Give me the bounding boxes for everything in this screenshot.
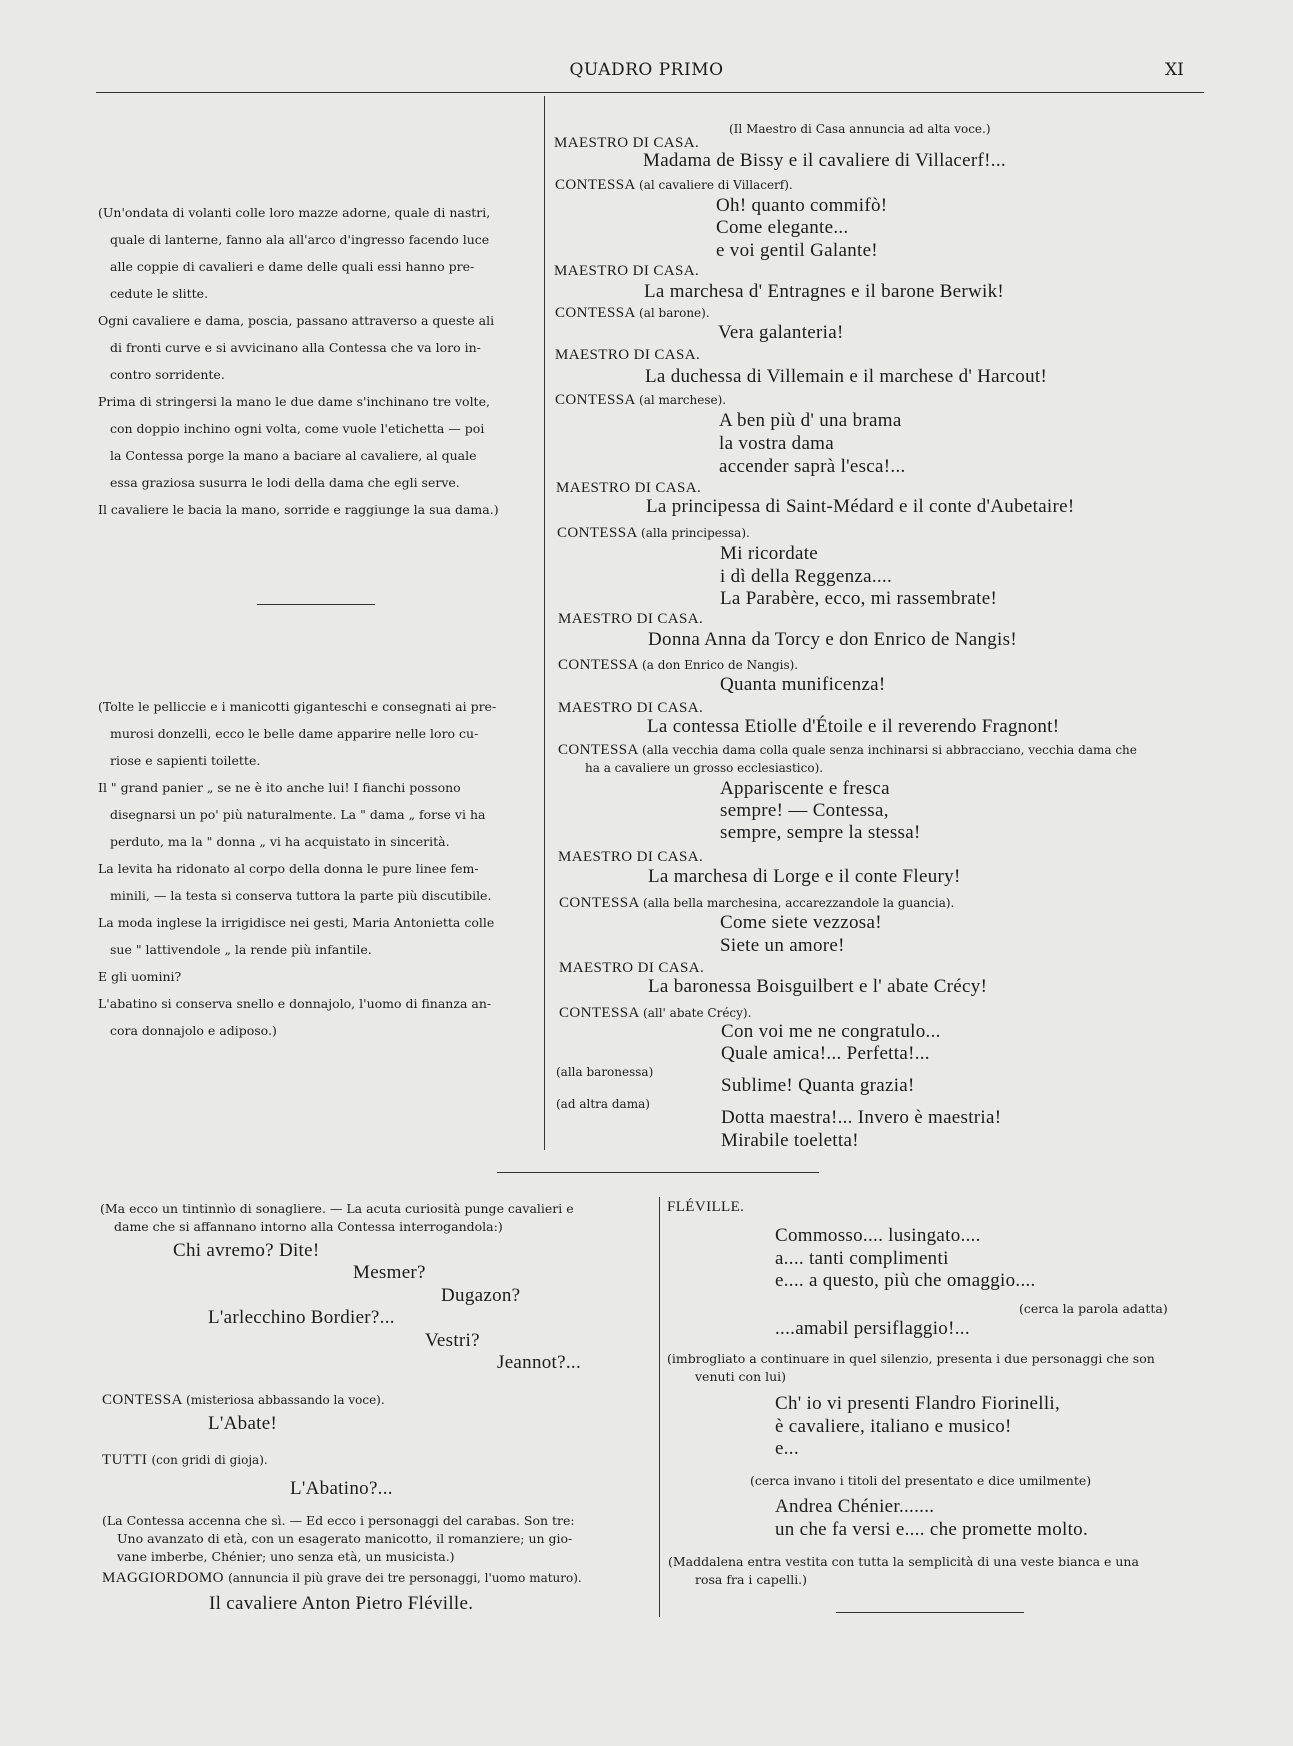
dialogue-line: Ch' io vi presenti Flandro Fiorinelli, [775,1393,1061,1414]
sd-line: L'abatino si conserva snello e donnajolo, l'uomo di finanza an- [98,996,492,1011]
page-header-title: QUADRO PRIMO [569,60,724,80]
speaker-name: CONTESSA [555,305,635,321]
dialogue-line: a.... tanti complimenti [775,1248,949,1269]
speaker-direction: (all' abate Crécy). [643,1006,752,1020]
dialogue-line: La principessa di Saint-Médard e il conte d'Aubetaire! [646,496,1075,517]
speaker-name: CONTESSA [102,1392,182,1408]
speaker-line [555,305,710,322]
dialogue-line: Mi ricordate [720,543,819,564]
sd-line: Ogni cavaliere e dama, poscia, passano attraverso a queste ali [98,313,495,328]
stage-direction-line: (Maddalena entra vestita con tutta la semplicità di una veste bianca e una [668,1554,1139,1569]
sd-line: (Un'ondata di volanti colle loro mazze adorne, quale di nastri, [98,205,491,220]
page-number: XI [1165,60,1184,80]
dialogue-line: La marchesa di Lorge e il conte Fleury! [648,866,961,887]
dialogue-line: sempre! — Contessa, [720,800,889,821]
sd-line: la Contessa porge la mano a baciare al cavaliere, al quale [110,448,477,463]
speaker-line [555,392,726,409]
speaker-name: CONTESSA [558,657,638,673]
dialogue-line: Il cavaliere Anton Pietro Fléville. [209,1593,474,1614]
dialogue-line: ....amabil persiflaggio!... [775,1318,970,1339]
dialogue-line: A ben più d' una brama [719,410,902,431]
dialogue-line: L'arlecchino Bordier?... [208,1307,395,1328]
speaker-line [558,657,798,674]
sd-line: alle coppie di cavalieri e dame delle quali essi hanno pre- [110,259,475,274]
sd-line: riose e sapienti toilette. [110,753,261,768]
stage-direction-line: dame che si affannano intorno alla Contessa interrogandola:) [114,1219,503,1234]
dialogue-line: Vestri? [425,1330,480,1351]
dialogue-line: Chi avremo? Dite! [173,1240,320,1261]
speaker-name: CONTESSA [559,1005,639,1021]
dialogue-line: La baronessa Boisguilbert e l' abate Crécy! [648,976,988,997]
dialogue-line: Madama de Bissy e il cavaliere di Villacerf!... [643,150,1006,171]
stage-direction-line: (cerca invano i titoli del presentato e dice umilmente) [750,1473,1092,1488]
speaker-line [559,895,954,912]
speaker-line [554,263,699,280]
stage-direction-line: venuti con lui) [695,1369,787,1384]
dialogue-line: Jeannot?... [497,1352,582,1373]
speaker-direction: (al barone). [639,306,710,320]
stage-direction-line: Uno avanzato di età, con un esagerato manicotto, il romanziere; un gio- [117,1531,573,1546]
speaker-name: CONTESSA [555,177,635,193]
sd-line: (Tolte le pelliccie e i manicotti giganteschi e consegnati ai pre- [98,699,497,714]
dialogue-line: Appariscente e fresca [720,778,890,799]
column-divider [544,96,545,1150]
speaker-direction: (annuncia il più grave dei tre personaggi, l'uomo maturo). [228,1571,582,1585]
dialogue-line: La contessa Etiolle d'Étoile e il reverendo Fragnont! [647,716,1060,737]
speaker-name: CONTESSA [555,392,635,408]
dialogue-line: Con voi me ne congratulo... [721,1021,941,1042]
header-rule [96,92,1204,93]
speaker-name: TUTTI [102,1452,148,1468]
dialogue-line: Mesmer? [353,1262,426,1283]
speaker-direction: (al cavaliere di Villacerf). [639,178,793,192]
stage-direction-line: vane imberbe, Chénier; uno senza età, un musicista.) [117,1549,455,1564]
dialogue-line: Dugazon? [441,1285,521,1306]
stage-note: (Il Maestro di Casa annuncia ad alta voce.) [729,122,991,136]
dialogue-line: L'Abate! [208,1413,278,1434]
stage-direction-block-2 [98,693,532,1044]
stage-direction-line: (cerca la parola adatta) [1019,1301,1168,1316]
speaker-line [558,611,703,628]
speaker-line [558,700,703,717]
speaker-name: MAESTRO DI CASA. [558,700,704,716]
dialogue-line: Quanta munificenza! [720,674,886,695]
stage-direction-block-1 [98,199,532,523]
sd-line: quale di lanterne, fanno ala all'arco d'ingresso facendo luce [110,232,490,247]
sd-line: con doppio inchino ogni volta, come vuole l'etichetta — poi [110,421,485,436]
speaker-line [102,1452,268,1469]
dialogue-line: La marchesa d' Entragnes e il barone Berwik! [644,281,1005,302]
speaker-line [667,1199,744,1216]
speaker-line [558,849,703,866]
speaker-direction: (al marchese). [639,393,727,407]
speaker-direction: (con gridi di gioja). [151,1453,268,1467]
dialogue-line: sempre, sempre la stessa! [720,822,921,843]
speaker-line [555,347,700,364]
sd-line: Il " grand panier „ se ne è ito anche lui! I fianchi possono [98,780,461,795]
stage-note: (alla baronessa) [556,1065,654,1079]
speaker-line [559,1005,751,1022]
dialogue-line: Mirabile toeletta! [721,1130,859,1151]
speaker-name: CONTESSA [559,895,639,911]
sd-line: Prima di stringersi la mano le due dame s'inchinano tre volte, [98,394,490,409]
sd-line: La levita ha ridonato al corpo della donna le pure linee fem- [98,861,479,876]
dialogue-line: Commosso.... lusingato.... [775,1225,981,1246]
speaker-line [556,480,701,497]
dialogue-line: L'Abatino?... [290,1478,393,1499]
speaker-line [559,960,704,977]
end-rule [836,1612,1024,1613]
dialogue-line: Donna Anna da Torcy e don Enrico de Nangis! [648,629,1017,650]
speaker-direction: (misteriosa abbassando la voce). [186,1393,385,1407]
sd-line: La moda inglese la irrigidisce nei gesti, Maria Antonietta colle [98,915,495,930]
dialogue-line: La duchessa di Villemain e il marchese d' Harcout! [645,366,1048,387]
speaker-direction: (alla principessa). [641,526,750,540]
speaker-direction: (a don Enrico de Nangis). [642,658,799,672]
stage-note: (ad altra dama) [556,1097,650,1111]
stage-direction-line: (imbrogliato a continuare in quel silenzio, presenta i due personaggi che son [667,1351,1155,1366]
speaker-name: MAESTRO DI CASA. [558,849,704,865]
stage-direction-line: (Ma ecco un tintinnìo di sonagliere. — La acuta curiosità punge cavalieri e [100,1201,574,1216]
speaker-direction: (alla vecchia dama colla quale senza inchinarsi si abbracciano, vecchia dama che [642,743,1137,757]
speaker-line [102,1570,582,1587]
speaker-line [557,525,750,542]
speaker-name: CONTESSA [558,742,638,758]
dialogue-line: Quale amica!... Perfetta!... [721,1043,930,1064]
speaker-name: MAESTRO DI CASA. [556,480,702,496]
speaker-name: CONTESSA [557,525,637,541]
dialogue-line: e.... a questo, più che omaggio.... [775,1270,1036,1291]
sd-line: minili, — la testa si conserva tuttora la parte più discutibile. [110,888,492,903]
speaker-name: FLÉVILLE. [667,1199,745,1215]
speaker-direction: (alla bella marchesina, accarezzandole la guancia). [643,896,955,910]
dialogue-line: Dotta maestra!... Invero è maestria! [721,1107,1002,1128]
stage-direction-line: (La Contessa accenna che sì. — Ed ecco i personaggi del carabas. Son tre: [102,1513,575,1528]
sd-line: contro sorridente. [110,367,225,382]
section-rule-left [257,604,375,605]
dialogue-line: e... [775,1438,799,1459]
dialogue-line: i dì della Reggenza.... [720,566,893,587]
sd-line: disegnarsi un po' più naturalmente. La " dama „ forse vi ha [110,807,486,822]
dialogue-line: Oh! quanto commifò! [716,195,888,216]
sd-line: sue " lattivendole „ la rende più infantile. [110,942,372,957]
section-rule-middle [497,1172,819,1173]
sd-line: Il cavaliere le bacia la mano, sorride e raggiunge la sua dama.) [98,502,499,517]
dialogue-line: Siete un amore! [720,935,845,956]
dialogue-line: la vostra dama [719,433,834,454]
speaker-name: MAESTRO DI CASA. [554,135,700,151]
speaker-name: MAESTRO DI CASA. [554,263,700,279]
speaker-line [558,742,1137,759]
dialogue-line: Come siete vezzosa! [720,912,882,933]
speaker-name: MAESTRO DI CASA. [558,611,704,627]
dialogue-line: un che fa versi e.... che promette molto. [775,1519,1089,1540]
sd-line: cora donnajolo e adiposo.) [110,1023,277,1038]
sd-line: E gli uomini? [98,969,182,984]
speaker-name: MAESTRO DI CASA. [559,960,705,976]
sd-line: cedute le slitte. [110,286,209,301]
dialogue-line: accender saprà l'esca!... [719,456,906,477]
stage-direction-line: rosa fra i capelli.) [695,1572,808,1587]
dialogue-line: è cavaliere, italiano e musico! [775,1416,1012,1437]
dialogue-line: La Parabère, ecco, mi rassembrate! [720,588,998,609]
sd-line: murosi donzelli, ecco le belle dame apparire nelle loro cu- [110,726,479,741]
sd-line: di fronti curve e si avvicinano alla Contessa che va loro in- [110,340,481,355]
speaker-line [102,1392,385,1409]
dialogue-line: Sublime! Quanta grazia! [721,1075,915,1096]
speaker-name: MAGGIORDOMO [102,1570,224,1586]
sd-line: essa graziosa susurra le lodi della dama che egli serve. [110,475,460,490]
speaker-line [555,177,793,194]
dialogue-line: Vera galanteria! [718,322,844,343]
stage-note: ha a cavaliere un grosso ecclesiastico). [585,761,824,775]
dialogue-line: e voi gentil Galante! [716,240,878,261]
speaker-name: MAESTRO DI CASA. [555,347,701,363]
bottom-column-divider [659,1197,660,1617]
sd-line: perduto, ma la " donna „ vi ha acquistato in sincerità. [110,834,450,849]
dialogue-line: Come elegante... [716,217,849,238]
dialogue-line: Andrea Chénier....... [775,1496,935,1517]
